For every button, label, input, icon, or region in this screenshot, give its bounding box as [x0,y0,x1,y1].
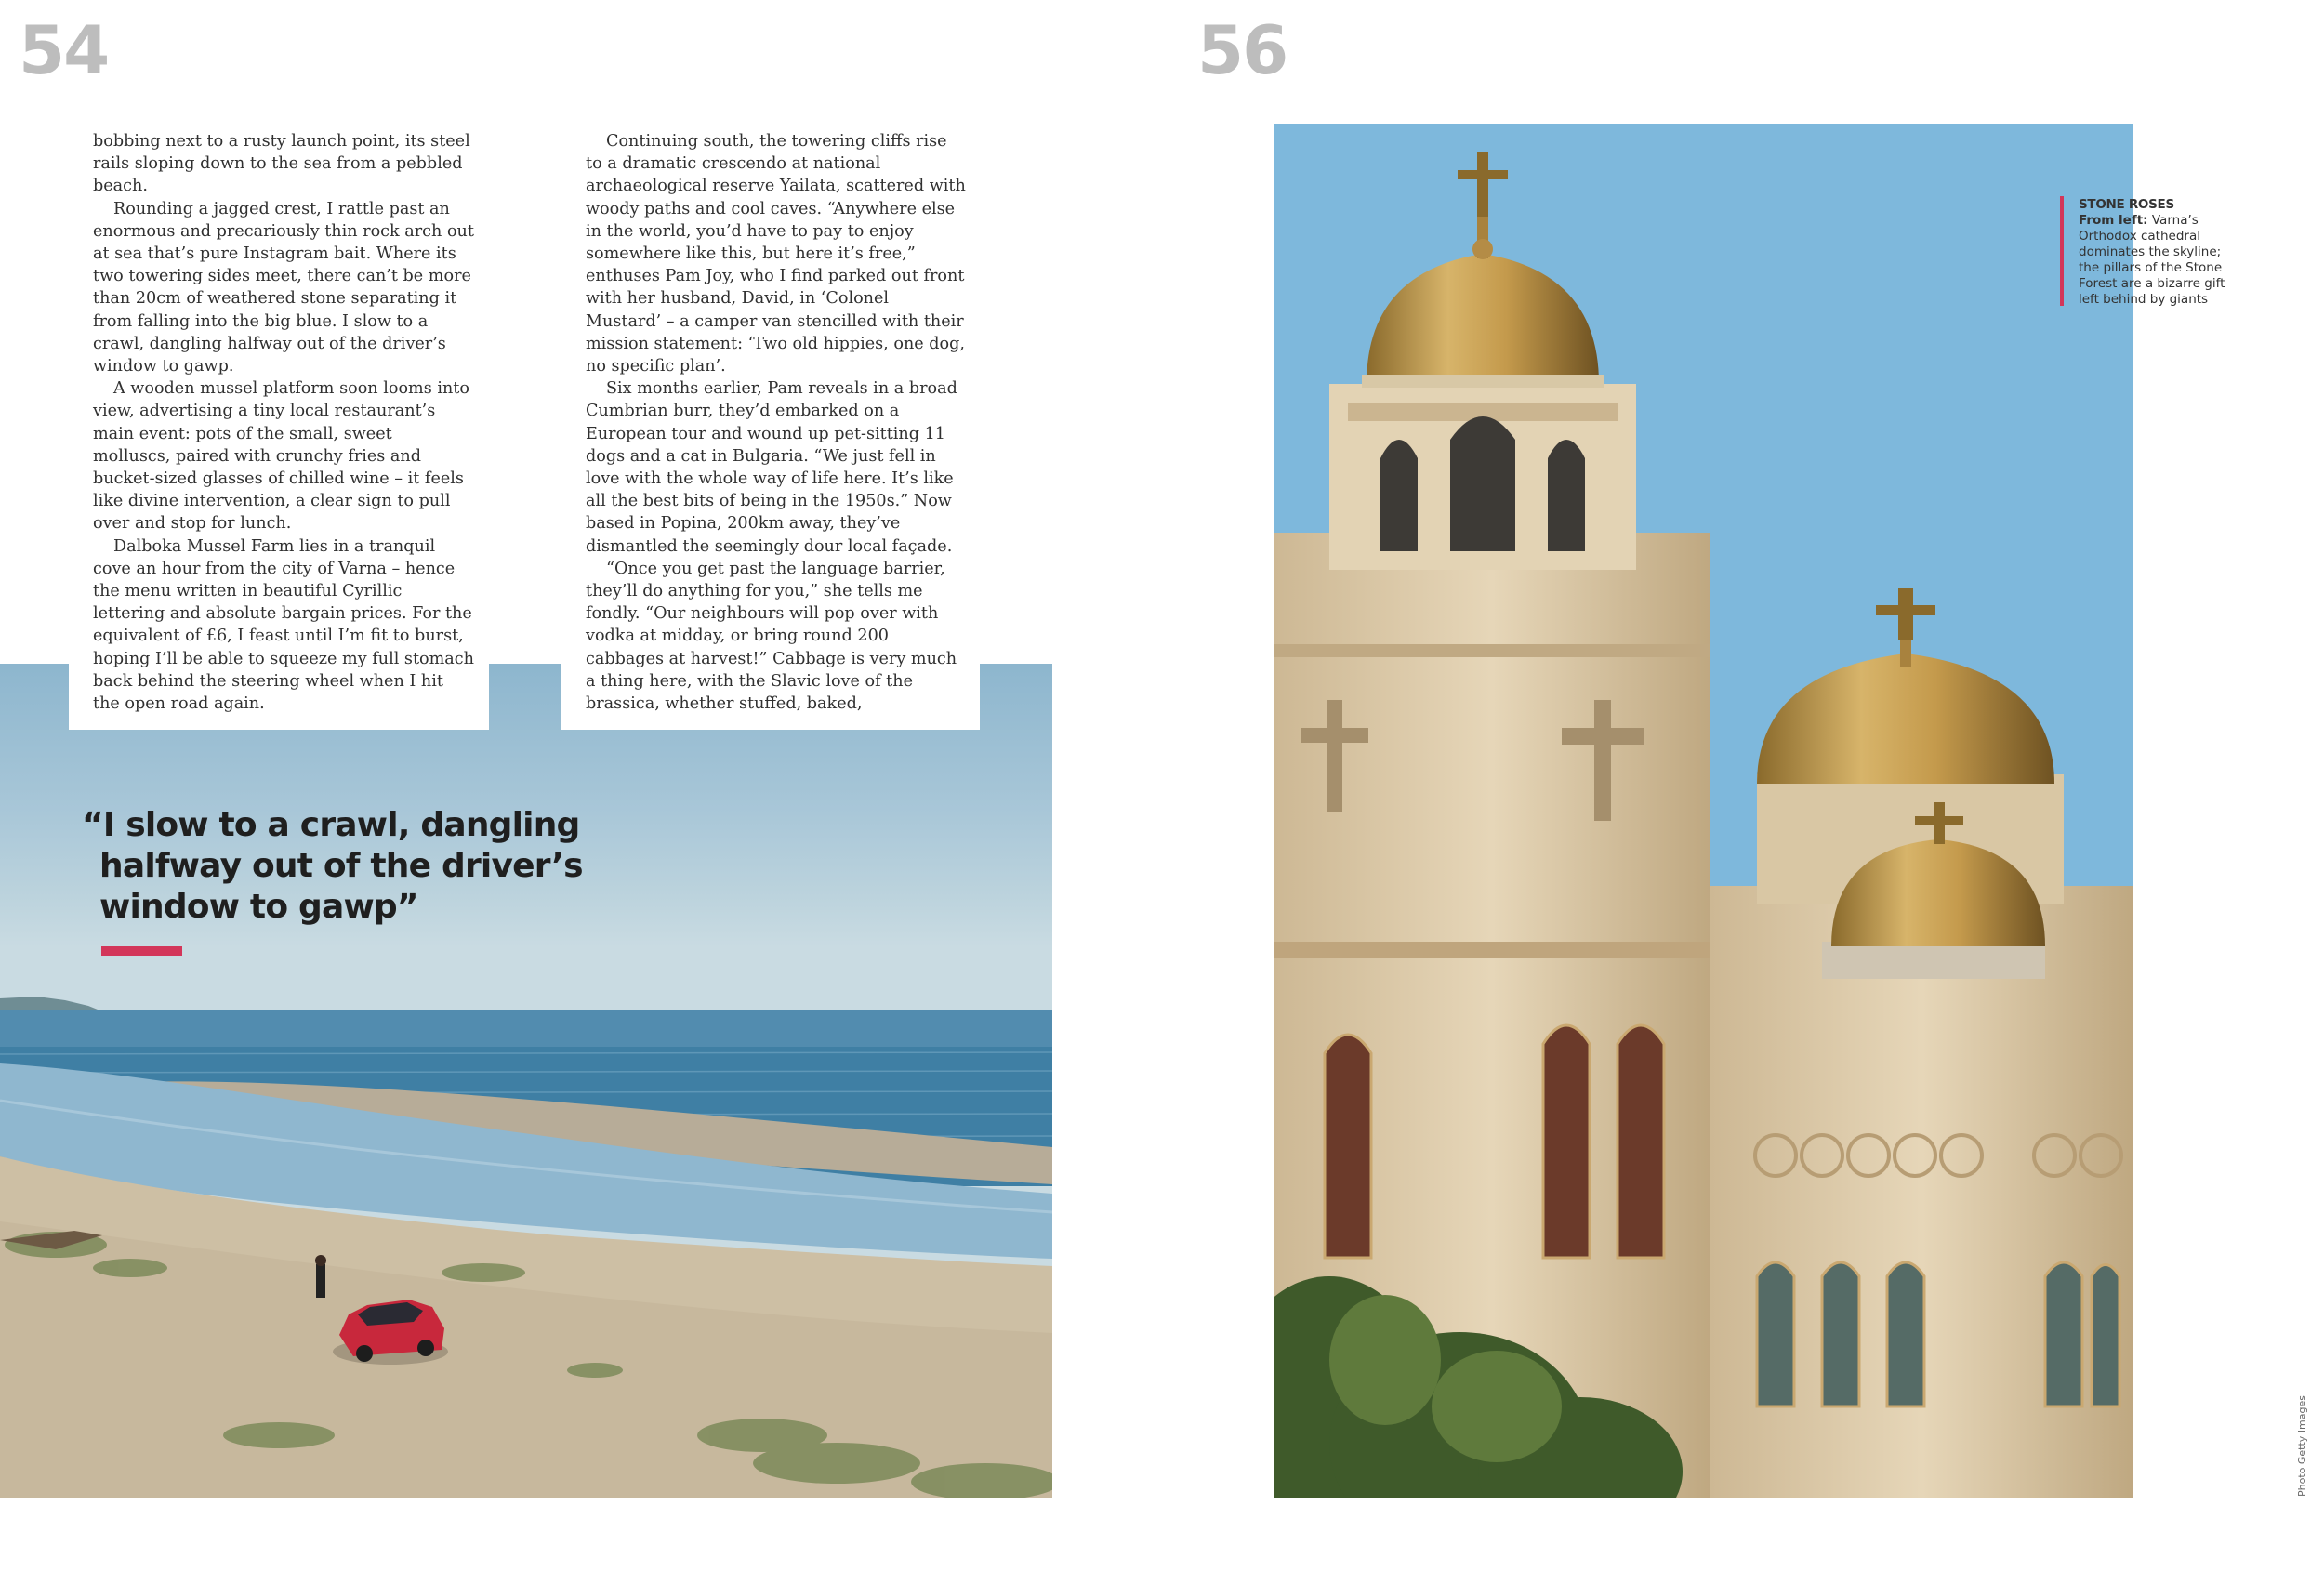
cathedral-photo [1274,124,2133,1498]
page-number-right: 56 [1197,11,1287,89]
photo-credit: Photo Getty Images [2296,1395,2308,1497]
pull-quote-accent-bar [101,946,182,956]
caption-title: STONE ROSES [2079,197,2174,212]
paragraph: Continuing south, the towering cliffs rise to a dramatic crescendo at national archaeological reserve Yailata, scattered with woody paths and cool caves. “Anywhere else in the world, you’d have to pay to enjoy somewhere like this, but here it’s free,” enthuses Pam Joy, who I find parked out front with her husband, David, in ‘Colonel Mustard’ – a camper van stencilled with their mission statement: ‘Two old hippies, one dog, no specific plan’. [586,132,966,376]
paragraph: Six months earlier, Pam reveals in a broad Cumbrian burr, they’d embarked on a European tour and wound up pet-sitting 11 dogs and a cat in Bulgaria. “We just fell in love with the whole way of life here. It’s like all the best bits of being in the 1950s.” Now based in Popina, 200km away, they’ve dismantled the seemingly dour local façade. [586,379,957,556]
page-number-left: 54 [19,11,109,89]
pull-quote-line: “I slow to a crawl, dangling [82,806,580,844]
caption-text: Varna’s Orthodox cathedral dominates the skyline; the pillars of the Stone Forest are a bizarre gift left behind by giants [2079,213,2225,307]
caption-accent-rule [2060,196,2064,306]
pull-quote-line: window to gawp” [99,888,418,926]
paragraph: A wooden mussel platform soon looms into view, advertising a tiny local restaurant’s main event: pots of the small, sweet molluscs, paired with crunchy fries and bucket-sized glasses of chilled wine – it feels like divine intervention, a clear sign to pull over and stop for lunch. [93,379,469,534]
paragraph: Dalboka Mussel Farm lies in a tranquil cove an hour from the city of Varna – hence the menu written in beautiful Cyrillic lettering and absolute bargain prices. For the equivalent of £6, I feast until I’m fit to burst, hoping I’ll be able to squeeze my full stomach back behind the steering wheel when I hit the open road again. [93,536,474,714]
pull-quote [82,805,602,928]
article-column-2 [586,130,967,715]
beach-photo [0,664,1052,1498]
paragraph: Rounding a jagged crest, I rattle past an enormous and precariously thin rock arch out at sea that’s pure Instagram bait. Where its two towering sides meet, there can’t be more than 20cm of weathered stone separating it from falling into the big blue. I slow to a crawl, dangling halfway out of the driver’s window to gawp. [93,199,474,376]
article-column-1 [93,130,474,715]
caption-lead: From left: [2079,213,2148,228]
paragraph: bobbing next to a rusty launch point, its steel rails sloping down to the sea from a pebbled beach. [93,132,470,196]
photo-caption [2079,197,2237,308]
paragraph: “Once you get past the language barrier, they’ll do anything for you,” she tells me fondly. “Our neighbours will pop over with vodka at midday, or bring round 200 cabbages at harvest!” Cabbage is very much a thing here, with the Slavic love of the brassica, whether stuffed, baked, [586,559,957,714]
pull-quote-line: halfway out of the driver’s [99,847,583,885]
